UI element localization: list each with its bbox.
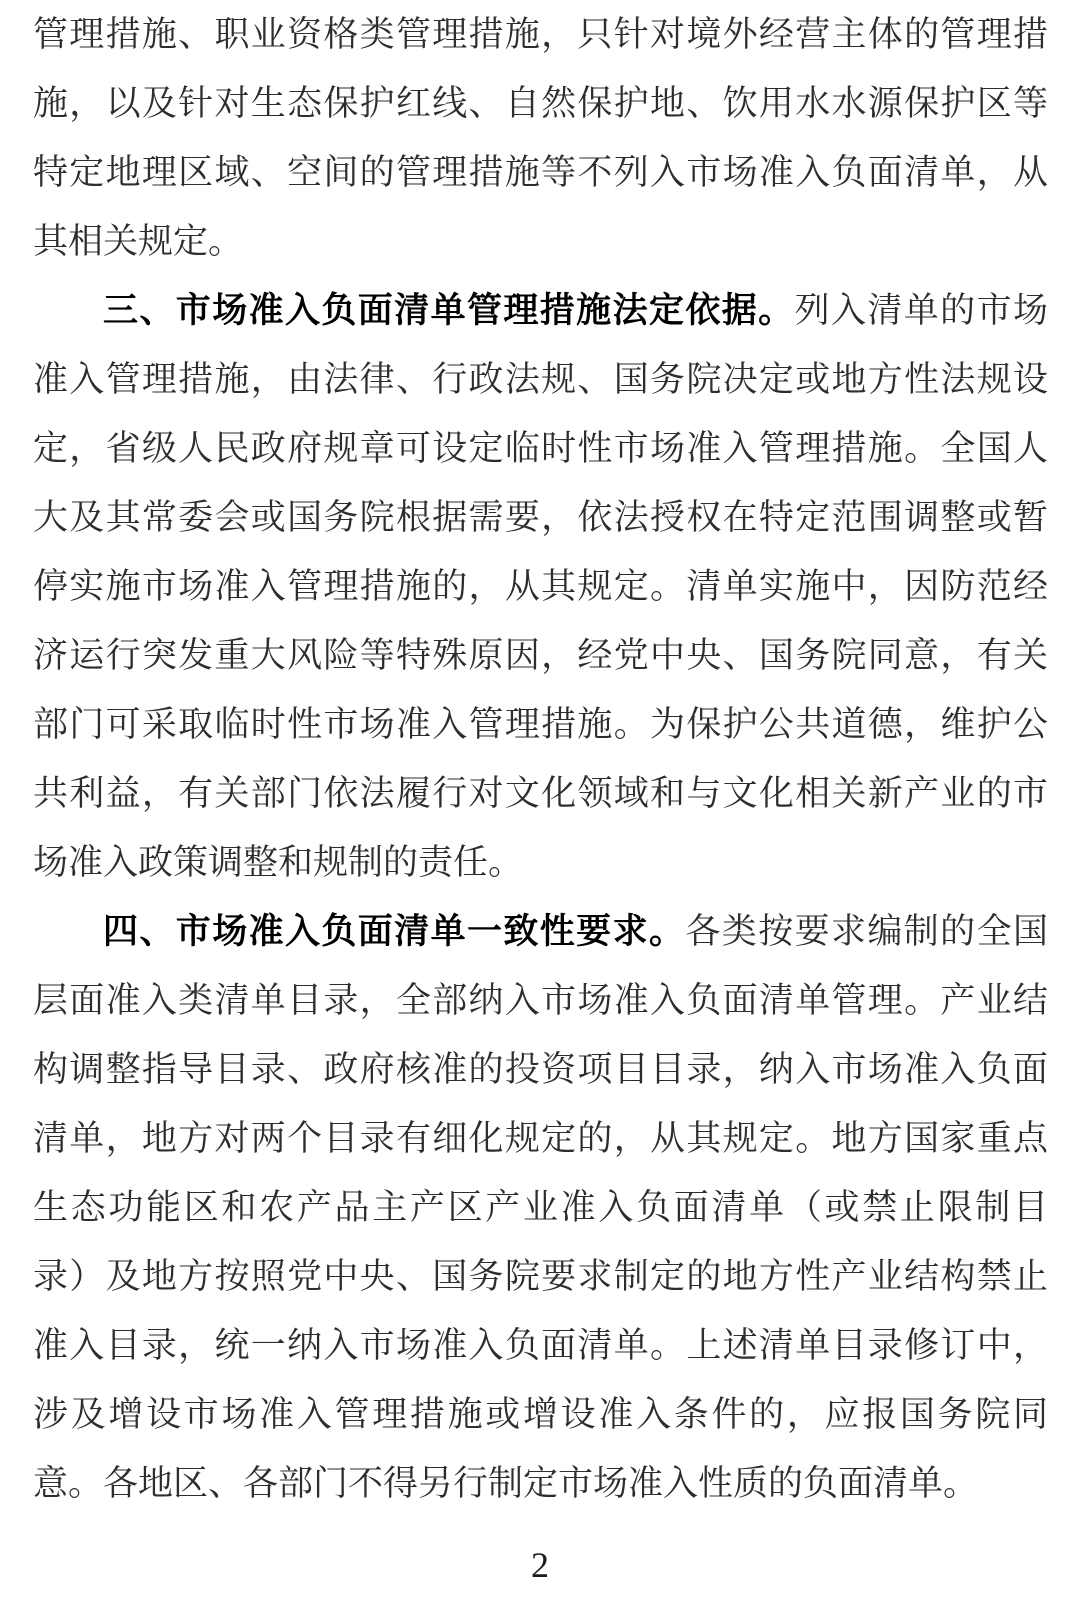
body-text-line: 部门可采取临时性市场准入管理措施。为保护公共道德，维护公 [33, 705, 1048, 744]
body-text-line: 清单，地方对两个目录有细化规定的，从其规定。地方国家重点 [33, 1119, 1048, 1158]
body-text-line: 施，以及针对生态保护红线、自然保护地、饮用水水源保护区等 [33, 84, 1048, 123]
section-3-heading: 三、市场准入负面清单管理措施法定依据。 [103, 291, 795, 330]
body-text-line: 济运行突发重大风险等特殊原因，经党中央、国务院同意，有关 [33, 636, 1048, 675]
body-text-line: 停实施市场准入管理措施的，从其规定。清单实施中，因防范经 [33, 567, 1048, 606]
body-text-line: 意。各地区、各部门不得另行制定市场准入性质的负面清单。 [33, 1464, 979, 1503]
body-text-line: 大及其常委会或国务院根据需要，依法授权在特定范围调整或暂 [33, 498, 1048, 537]
body-text-run: 列入清单的市场 [794, 291, 1048, 330]
body-text-line: 定，省级人民政府规章可设定临时性市场准入管理措施。全国人 [33, 429, 1048, 468]
body-text-line: 场准入政策调整和规制的责任。 [33, 843, 524, 882]
body-text-line: 录）及地方按照党中央、国务院要求制定的地方性产业结构禁止 [33, 1257, 1048, 1296]
page-number: 2 [531, 1545, 549, 1585]
body-text-run: 各类按要求编制的全国 [685, 912, 1048, 951]
body-text-line: 管理措施、职业资格类管理措施，只针对境外经营主体的管理措 [33, 15, 1048, 54]
body-text-line: 生态功能区和农产品主产区产业准入负面清单（或禁止限制目 [33, 1188, 1048, 1227]
body-text-line: 层面准入类清单目录，全部纳入市场准入负面清单管理。产业结 [33, 981, 1048, 1020]
section-heading-line-4 [33, 897, 1048, 966]
body-text-line: 准入管理措施，由法律、行政法规、国务院决定或地方性法规设 [33, 360, 1048, 399]
body-text-line: 特定地理区域、空间的管理措施等不列入市场准入负面清单，从 [33, 153, 1048, 192]
section-heading-line-3 [33, 276, 1048, 345]
document-body [33, 0, 1048, 1518]
body-text-line: 其相关规定。 [33, 222, 244, 261]
body-text-line: 构调整指导目录、政府核准的投资项目目录，纳入市场准入负面 [33, 1050, 1048, 1089]
body-text-line: 涉及增设市场准入管理措施或增设准入条件的，应报国务院同 [33, 1395, 1048, 1434]
body-text-line: 共利益，有关部门依法履行对文化领域和与文化相关新产业的市 [33, 774, 1048, 813]
section-4-heading: 四、市场准入负面清单一致性要求。 [103, 912, 686, 951]
body-text-line: 准入目录，统一纳入市场准入负面清单。上述清单目录修订中， [33, 1326, 1048, 1365]
